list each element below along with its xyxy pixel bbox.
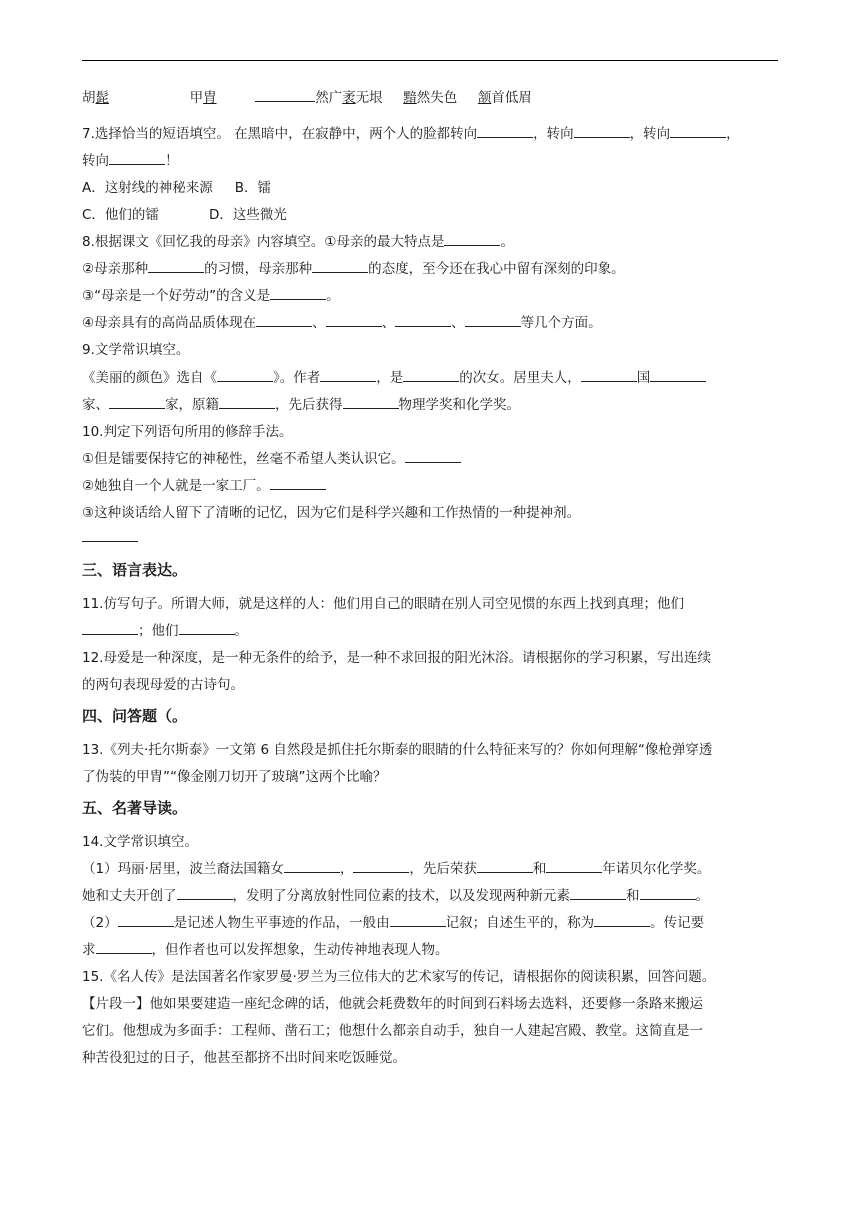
blank: [670, 124, 726, 138]
q9-l2a: 家、: [82, 397, 109, 413]
q7-sep3: ，: [726, 126, 740, 142]
q9-l1e: 国: [636, 370, 651, 386]
section-5-heading: 五、名著导读。: [82, 799, 188, 817]
q7-options-cd: [82, 205, 782, 225]
header-rule: [82, 60, 778, 61]
q10-s1: [82, 449, 782, 469]
q15-line2: 【片段一】他如果要建造一座纪念碑的话，他就会耗费数年的时间到石料场去选料，还要修一条路来搬运: [82, 996, 703, 1012]
blank: [284, 859, 340, 873]
word-huzi-a: 胡: [82, 90, 96, 106]
blank: [96, 940, 152, 954]
q13-line1: 13.《列夫·托尔斯泰》一文第 6 自然段是抓住托尔斯泰的眼睛的什么特征来写的？你如何理解“像枪弹穿透: [82, 742, 713, 758]
q12-line1: 12.母爱是一种深度，是一种无条件的给予，是一种不求回报的阳光沐浴。请根据你的学习积累，写出连续: [82, 650, 711, 666]
q7-option-b: B．镭: [234, 180, 272, 196]
q8-l2a: ②母亲那种: [82, 261, 149, 277]
blank: [270, 476, 326, 490]
q14-l3d: 。传记要: [650, 915, 705, 931]
q14-l1b: ，: [339, 861, 354, 877]
q8-sep: 、: [381, 315, 396, 331]
blank: [477, 859, 533, 873]
blank: [179, 621, 235, 635]
q7-text: 7.选择恰当的短语填空。 在黑暗中，在寂静中，两个人的脸都转向: [82, 126, 478, 142]
blank: [326, 313, 382, 327]
q14-l3a: （2）: [82, 915, 118, 931]
q14-l1d: 和: [532, 861, 547, 877]
q13-line2: 了伪装的甲胄”“像金刚刀切开了玻璃”这两个比喻？: [82, 769, 387, 785]
blank: [444, 232, 500, 246]
word-huzi-b: 髭: [95, 90, 109, 106]
q14-l2b: ，发明了分离放射性同位素的技术，以及发现两种新元素: [232, 888, 570, 904]
blank: [82, 528, 138, 542]
word-guangmao-c: 无垠: [355, 90, 383, 106]
q10-s2-text: ②她独自一个人就是一家工厂。: [82, 478, 270, 494]
blank: [256, 313, 312, 327]
blank: [395, 313, 451, 327]
word-guangmao-a: 然广: [315, 90, 343, 106]
q8-intro: 8.根据课文《回忆我的母亲》内容填空。①母亲的最大特点是: [82, 234, 445, 250]
blank: [118, 913, 174, 927]
q8-line3: [82, 286, 782, 306]
q14-l4b: ，但作者也可以发挥想象，生动传神地表现人物。: [151, 942, 449, 958]
blank: [343, 395, 399, 409]
blank: [320, 368, 376, 382]
q7-option-a: A．这射线的神秘来源: [82, 180, 213, 196]
q14-line1: [82, 859, 782, 879]
word-hanshou-a: 颔: [477, 90, 492, 106]
q15-line1: 15.《名人传》是法国著名作家罗曼·罗兰为三位伟大的艺术家写的传记，请根据你的阅读积累，回答问题。: [82, 969, 716, 985]
q14-l3c: 记叙；自述生平的，称为: [445, 915, 595, 931]
q8-l4b: 等几个方面。: [520, 315, 602, 331]
q8-l3a: ③“母亲是一个好劳动”的含义是: [82, 288, 271, 304]
blank: [390, 913, 446, 927]
word-jiazhou-b: 胄: [203, 90, 217, 106]
word-anran-a: 黯: [403, 90, 417, 106]
q14-l2c: 和: [626, 888, 640, 904]
q8-l2c: 的态度，至今还在我心中留有深刻的印象。: [368, 261, 625, 277]
q14-l1e: 年诺贝尔化学奖。: [602, 861, 711, 877]
blank: [255, 88, 315, 102]
blank: [594, 913, 650, 927]
q7-cont: 转向: [82, 153, 109, 169]
blank: [82, 621, 138, 635]
q8-line4: [82, 313, 782, 333]
blank: [570, 886, 626, 900]
blank: [109, 151, 165, 165]
q9-l1b: 》。作者: [273, 370, 321, 386]
section-4-heading: 四、问答题（。: [82, 707, 188, 725]
q7-line2: [82, 151, 782, 171]
word-jiazhou-a: 甲: [189, 90, 204, 106]
blank: [403, 368, 459, 382]
q7-option-d: D．这些微光: [208, 207, 287, 223]
blank: [217, 368, 273, 382]
q9-l1d: 的次女。居里夫人，: [459, 370, 581, 386]
word-guangmao-b: 袤: [342, 90, 356, 106]
q8-line1: [82, 232, 782, 252]
word-list-row: [82, 88, 782, 108]
q9-l1c: ，是: [376, 370, 404, 386]
q14-l4a: 求: [82, 942, 96, 958]
q9-title: 9.文学常识填空。: [82, 342, 190, 358]
q8-l2b: 的习惯，母亲那种: [204, 261, 313, 277]
q15-line3: 它们。他想成为多面手：工程师、凿石工；他想什么都亲自动手，独自一人建起宫殿、教堂。这简直是一: [82, 1023, 703, 1039]
q14-l3b: 是记述人物生平事迹的作品，一般由: [173, 915, 390, 931]
q7-options-ab: [82, 178, 782, 198]
blank: [477, 124, 533, 138]
q7-option-c: C．他们的镭: [82, 207, 159, 223]
q9-l2b: 家，原籍: [165, 397, 219, 413]
blank: [574, 124, 630, 138]
q7-line1: [82, 124, 782, 144]
q8-intro-end: 。: [500, 234, 514, 250]
blank: [148, 259, 204, 273]
q14-l1a: （1）玛丽·居里，波兰裔法国籍女: [82, 861, 284, 877]
blank: [405, 449, 461, 463]
q11-l2a: ；他们: [138, 623, 179, 639]
blank: [546, 859, 602, 873]
q8-line2: [82, 259, 782, 279]
q10-s3-blank-line: [82, 528, 782, 548]
q14-l2a: 她和丈夫开创了: [82, 888, 177, 904]
q14-l1c: ，先后荣获: [409, 861, 477, 877]
section-3-heading: 三、语言表达。: [82, 561, 188, 579]
q15-line4: 种苦役犯过的日子，他甚至都挤不出时间来吃饭睡觉。: [82, 1050, 406, 1066]
q8-l4a: ④母亲具有的高尚品质体现在: [82, 315, 257, 331]
q10-s3: [82, 503, 782, 523]
q11-l2b: 。: [234, 623, 248, 639]
blank: [270, 286, 326, 300]
q8-sep: 、: [312, 315, 326, 331]
q10-s1-text: ①但是镭要保持它的神秘性，丝毫不希望人类认识它。: [82, 451, 405, 467]
q10-title: 10.判定下列语句所用的修辞手法。: [82, 424, 293, 440]
q14-line4: [82, 940, 782, 960]
blank: [581, 368, 637, 382]
blank: [312, 259, 368, 273]
q11-line2: [82, 621, 782, 641]
blank: [465, 313, 521, 327]
blank: [177, 886, 233, 900]
q9-line2: [82, 395, 782, 415]
q12-line2: 的两句表现母爱的古诗句。: [82, 677, 244, 693]
word-hanshou-b: 首低眉: [491, 90, 532, 106]
q11-line1: 11.仿写句子。所谓大师，就是这样的人：他们用自己的眼睛在别人司空见惯的东西上找到真理；他们: [82, 596, 684, 612]
q14-line2: [82, 886, 782, 906]
q14-l2d: 。: [695, 888, 709, 904]
q9-l2d: 物理学奖和化学奖。: [398, 397, 520, 413]
blank: [640, 886, 696, 900]
blank: [650, 368, 706, 382]
q7-sep1: ，转向: [533, 126, 574, 142]
blank: [219, 395, 275, 409]
q14-title: 14.文学常识填空。: [82, 834, 198, 850]
word-anran-b: 然失色: [416, 90, 458, 106]
q8-l3b: 。: [326, 288, 340, 304]
q14-line3: [82, 913, 782, 933]
q7-sep2: ，转向: [629, 126, 671, 142]
q9-l2c: ，先后获得: [275, 397, 343, 413]
q7-end: ！: [165, 153, 179, 169]
blank: [353, 859, 409, 873]
blank: [109, 395, 165, 409]
q10-s3-text: ③这种谈话给人留下了清晰的记忆，因为它们是科学兴趣和工作热情的一种提神剂。: [82, 505, 581, 521]
q9-l1a: 《美丽的颜色》选自《: [82, 370, 217, 386]
q9-line1: [82, 368, 782, 388]
q10-s2: [82, 476, 782, 496]
q8-sep: 、: [451, 315, 465, 331]
